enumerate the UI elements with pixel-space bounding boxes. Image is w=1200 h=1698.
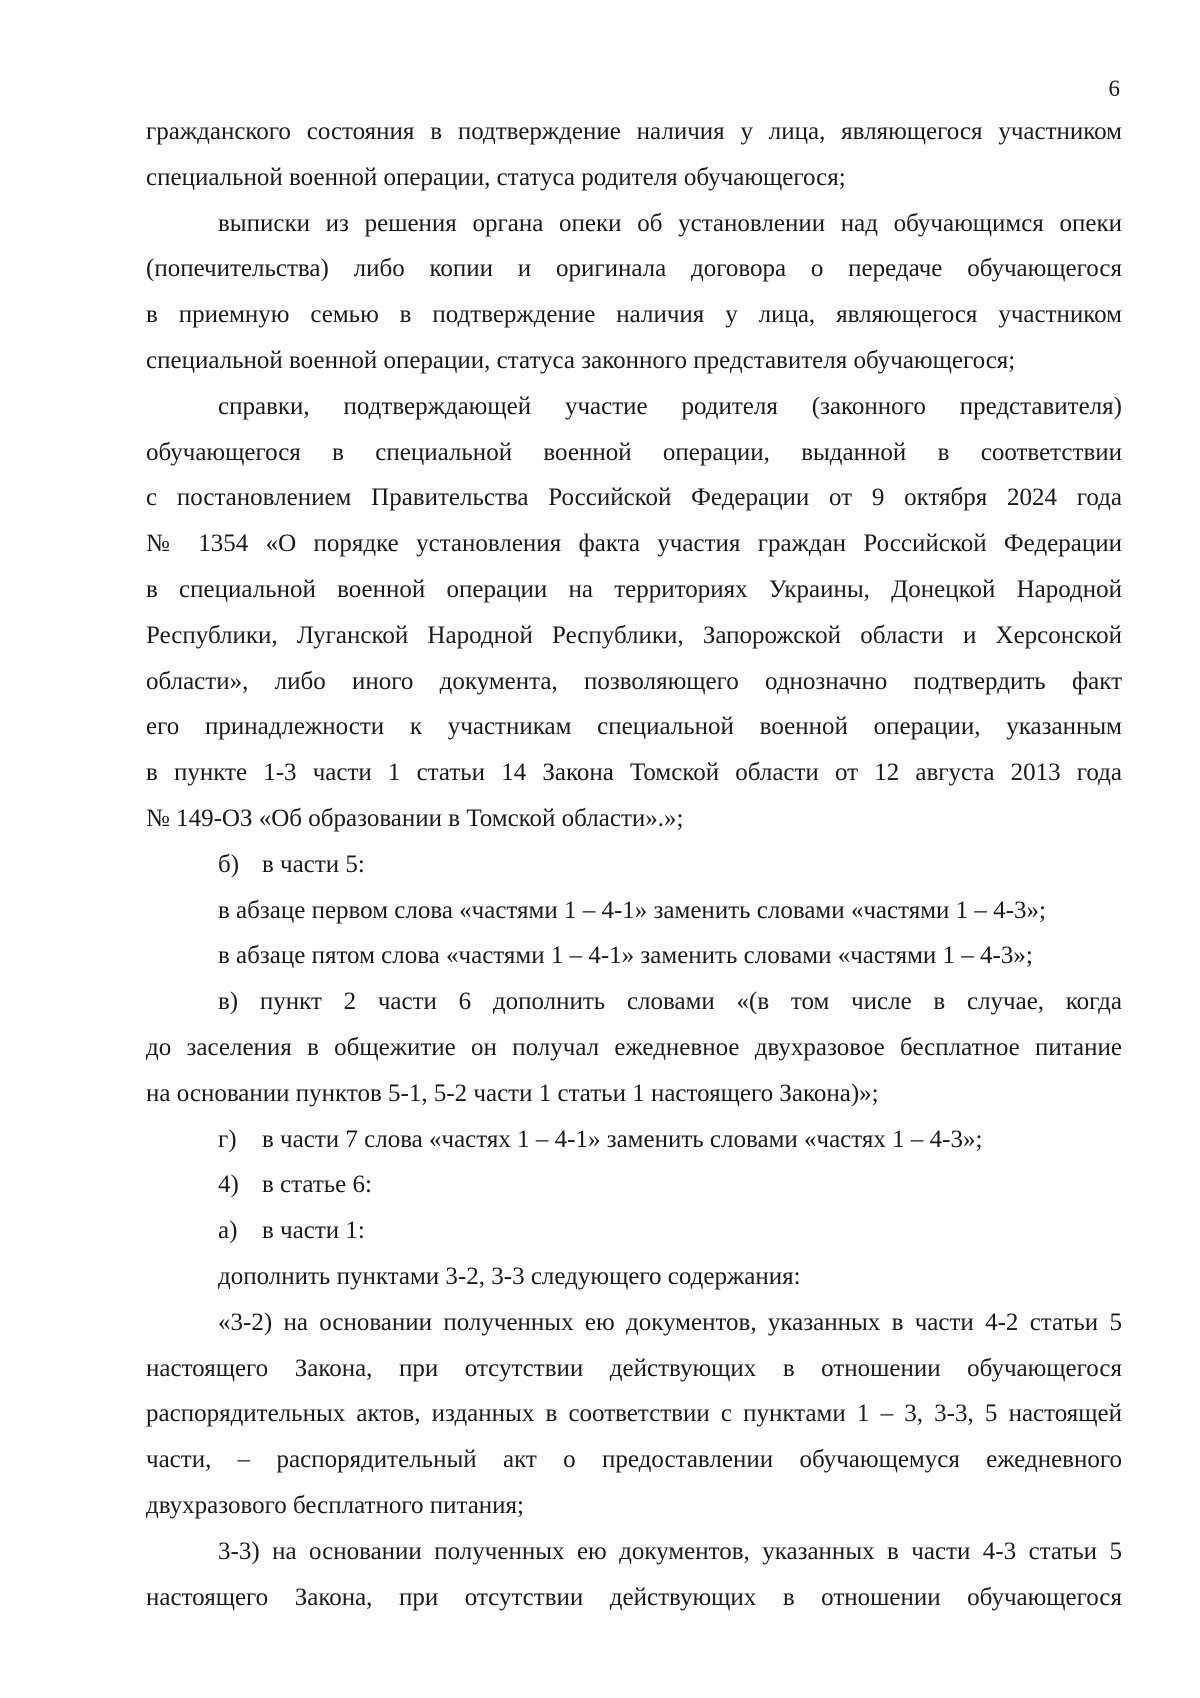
paragraph-line: распорядительных актов, изданных в соответствии с пунктами 1 – 3, 3-3, 5 настоящей bbox=[146, 1400, 1122, 1428]
list-item-text: в части 5: bbox=[262, 850, 365, 878]
paragraph-line: обучающегося в специальной военной операции, выданной в соответствии bbox=[146, 438, 1122, 466]
paragraph-line: в) пункт 2 части 6 дополнить словами «(в том числе в случае, когда bbox=[218, 988, 1122, 1016]
paragraph-line: дополнить пунктами 3-2, 3-3 следующего содержания: bbox=[218, 1262, 801, 1290]
document-body bbox=[146, 109, 1122, 1620]
paragraph-line: специальной военной операции, статуса родителя обучающегося; bbox=[146, 163, 846, 191]
paragraph-line: настоящего Закона, при отсутствии действующих в отношении обучающегося bbox=[146, 1354, 1122, 1382]
list-item bbox=[146, 1162, 1122, 1208]
paragraph-line: части, – распорядительный акт о предоставлении обучающемуся ежедневного bbox=[146, 1446, 1122, 1474]
list-item-text: в части 7 слова «частях 1 – 4-1» заменить словами «частях 1 – 4-3»; bbox=[262, 1125, 983, 1153]
paragraph-line: его принадлежности к участникам специальной военной операции, указанным bbox=[146, 713, 1122, 741]
list-item bbox=[146, 1117, 1122, 1163]
paragraph-line: № 1354 «О порядке установления факта участия граждан Российской Федерации bbox=[146, 530, 1122, 558]
paragraph-line: в абзаце первом слова «частями 1 – 4-1» заменить словами «частями 1 – 4-3»; bbox=[218, 896, 1046, 924]
list-item-text: в части 1: bbox=[262, 1217, 365, 1245]
paragraph-line: в абзаце пятом слова «частями 1 – 4-1» заменить словами «частями 1 – 4-3»; bbox=[218, 942, 1033, 970]
list-marker: г) bbox=[218, 1125, 237, 1153]
paragraph-line: настоящего Закона, при отсутствии действующих в отношении обучающегося bbox=[146, 1583, 1122, 1611]
paragraph-line: с постановлением Правительства Российской Федерации от 9 октября 2024 года bbox=[146, 484, 1122, 512]
paragraph-line: в приемную семью в подтверждение наличия у лица, являющегося участником bbox=[146, 301, 1122, 329]
page-number: 6 bbox=[1108, 76, 1120, 101]
list-marker: 4) bbox=[218, 1171, 239, 1199]
paragraph-line: выписки из решения органа опеки об установлении над обучающимся опеки bbox=[218, 209, 1122, 237]
paragraph-line: в специальной военной операции на территориях Украины, Донецкой Народной bbox=[146, 575, 1122, 603]
list-item-text: в статье 6: bbox=[262, 1171, 372, 1199]
paragraph-line: на основании пунктов 5-1, 5-2 части 1 статьи 1 настоящего Закона)»; bbox=[146, 1079, 879, 1107]
list-marker: а) bbox=[218, 1217, 238, 1245]
paragraph-line: в пункте 1-3 части 1 статьи 14 Закона Томской области от 12 августа 2013 года bbox=[146, 759, 1122, 787]
paragraph-line: № 149-ОЗ «Об образовании в Томской области».»; bbox=[146, 804, 684, 832]
paragraph-line: гражданского состояния в подтверждение наличия у лица, являющегося участником bbox=[146, 118, 1122, 145]
list-item bbox=[146, 842, 1122, 888]
paragraph-line: области», либо иного документа, позволяющего однозначно подтвердить факт bbox=[146, 667, 1122, 695]
list-item bbox=[146, 1208, 1122, 1254]
paragraph-line: 3-3) на основании полученных ею документов, указанных в части 4-3 статьи 5 bbox=[218, 1537, 1122, 1565]
paragraph-line: специальной военной операции, статуса законного представителя обучающегося; bbox=[146, 346, 1016, 374]
list-marker: б) bbox=[218, 850, 240, 878]
paragraph-line: Республики, Луганской Народной Республики, Запорожской области и Херсонской bbox=[146, 621, 1122, 649]
paragraph-line: двухразового бесплатного питания; bbox=[146, 1491, 524, 1519]
paragraph-line: справки, подтверждающей участие родителя (законного представителя) bbox=[218, 392, 1122, 420]
paragraph-line: (попечительства) либо копии и оригинала договора о передаче обучающегося bbox=[146, 255, 1122, 283]
paragraph-line: «3-2) на основании полученных ею документов, указанных в части 4-2 статьи 5 bbox=[218, 1308, 1122, 1336]
paragraph-line: до заселения в общежитие он получал ежедневное двухразовое бесплатное питание bbox=[146, 1033, 1122, 1061]
